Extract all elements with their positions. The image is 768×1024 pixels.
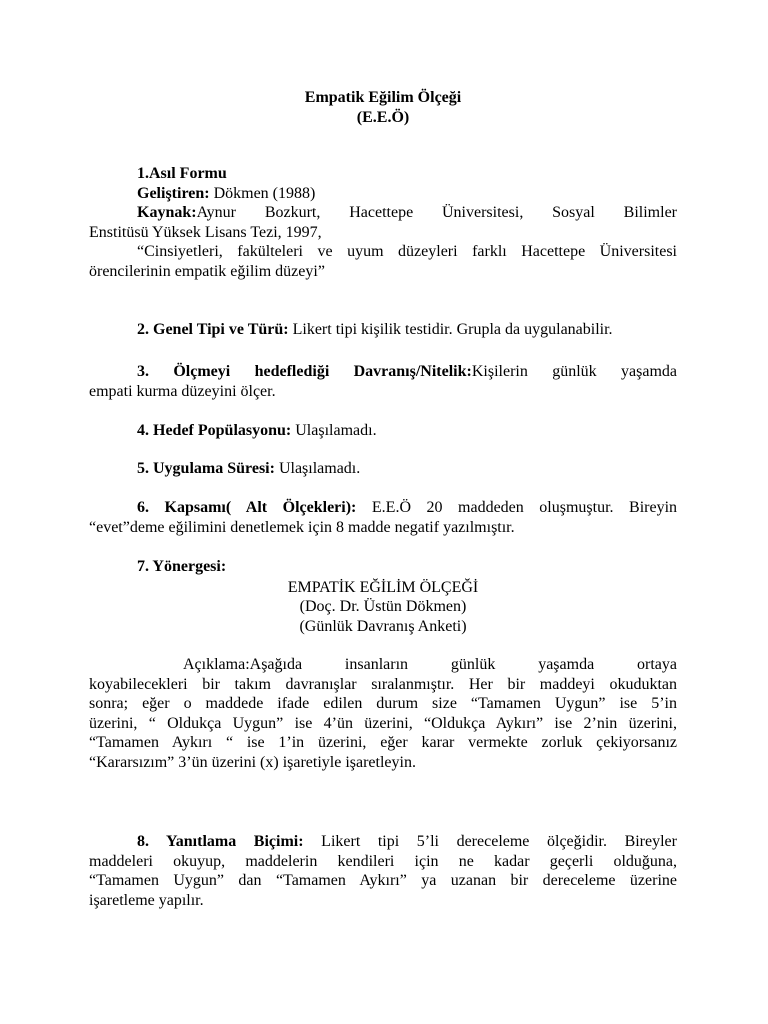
scale-subtitle: (Günlük Davranış Anketi) xyxy=(299,617,467,635)
instructions-paragraph xyxy=(89,655,677,772)
section-1 xyxy=(89,164,677,281)
source-value-line-2: Enstitüsü Yüksek Lisans Tezi, 1997, xyxy=(89,223,322,241)
instructions-line-5: “Tamamen Aykırı “ ise 1’in üzerini, eğer karar vermekte zorluk çekiyorsanız xyxy=(89,734,677,751)
section-5 xyxy=(89,459,677,479)
document-title-block xyxy=(89,88,677,127)
section-4-label: 4. Hedef Popülasyonu: xyxy=(137,422,292,439)
section-8-value-line-3: “Tamamen Uygun” dan “Tamamen Aykırı” ya uzanan bir dereceleme üzerine xyxy=(89,872,677,889)
section-3-value-line-1: Kişilerin günlük yaşamda xyxy=(471,363,678,380)
document-subtitle: (E.E.Ö) xyxy=(356,108,410,126)
quote-line-2: örencilerinin empatik eğilim düzeyi” xyxy=(89,262,325,280)
developer-value: Dökmen (1988) xyxy=(209,184,316,202)
section-3 xyxy=(89,362,677,401)
section-6 xyxy=(89,498,677,537)
scale-title: EMPATİK EĞİLİM ÖLÇEĞİ xyxy=(287,578,479,596)
section-4 xyxy=(89,421,677,441)
developer-label: Geliştiren: xyxy=(137,184,210,202)
section-2 xyxy=(89,320,677,340)
section-6-value-line-1: E.E.Ö 20 maddeden oluşmuştur. Bireyin xyxy=(356,499,678,516)
document-title: Empatik Eğilim Ölçeği xyxy=(304,89,462,106)
source-value-line-1: Aynur Bozkurt, Hacettepe Üniversitesi, Sosyal Bilimler xyxy=(196,204,677,221)
section-8-value-line-1: Likert tipi 5’li dereceleme ölçeğidir. Bireyler xyxy=(303,833,677,850)
instructions-line-4: üzerini, “ Oldukça Uygun” ise 4’ün üzerini, “Oldukça Aykırı” ise 2’nin üzerini, xyxy=(89,714,677,732)
section-4-value: Ulaşılamadı. xyxy=(291,422,377,439)
source-label: Kaynak: xyxy=(137,204,197,221)
section-6-value-line-2: “evet”deme eğilimini denetlemek için 8 madde negatif yazılmıştır. xyxy=(89,518,515,536)
section-8-label: 8. Yanıtlama Biçimi: xyxy=(137,833,304,850)
section-3-value-line-2: empati kurma düzeyini ölçer. xyxy=(89,382,276,400)
section-5-value: Ulaşılamadı. xyxy=(274,460,361,477)
instructions-line-3: sonra; eğer o maddede ifade edilen durum size “Tamamen Uygun” ise 5’in xyxy=(89,695,677,712)
instructions-line-6: “Kararsızım” 3’ün üzerini (x) işaretiyle işaretleyin. xyxy=(89,753,416,771)
instructions-line-1: Açıklama:Aşağıda insanların günlük yaşamda ortaya xyxy=(183,656,677,673)
section-8-value-line-4: işaretleme yapılır. xyxy=(89,891,204,909)
section-2-label: 2. Genel Tipi ve Türü: xyxy=(137,321,289,338)
section-5-label: 5. Uygulama Süresi: xyxy=(137,460,275,477)
section-7-label: 7. Yönergesi: xyxy=(137,558,227,575)
section-2-value: Likert tipi kişilik testidir. Grupla da uygulanabilir. xyxy=(288,321,613,338)
scale-author: (Doç. Dr. Üstün Dökmen) xyxy=(299,598,467,615)
section-6-label: 6. Kapsamı( Alt Ölçekleri): xyxy=(137,499,357,516)
quote-line-1: “Cinsiyetleri, fakülteleri ve uyum düzeyleri farklı Hacettepe Üniversitesi xyxy=(137,243,677,260)
section-8-value-line-2: maddeleri okuyup, maddelerin kendileri için ne kadar geçerli olduğuna, xyxy=(89,852,677,870)
instructions-line-2: koyabilecekleri bir takım davranışlar sıralanmıştır. Her bir maddeyi okuduktan xyxy=(89,675,677,693)
section-7 xyxy=(89,557,677,636)
section-8 xyxy=(89,832,677,910)
section-3-label: 3. Ölçmeyi hedeflediği Davranış/Nitelik: xyxy=(137,363,472,380)
section-1-heading: 1.Asıl Formu xyxy=(137,165,227,182)
